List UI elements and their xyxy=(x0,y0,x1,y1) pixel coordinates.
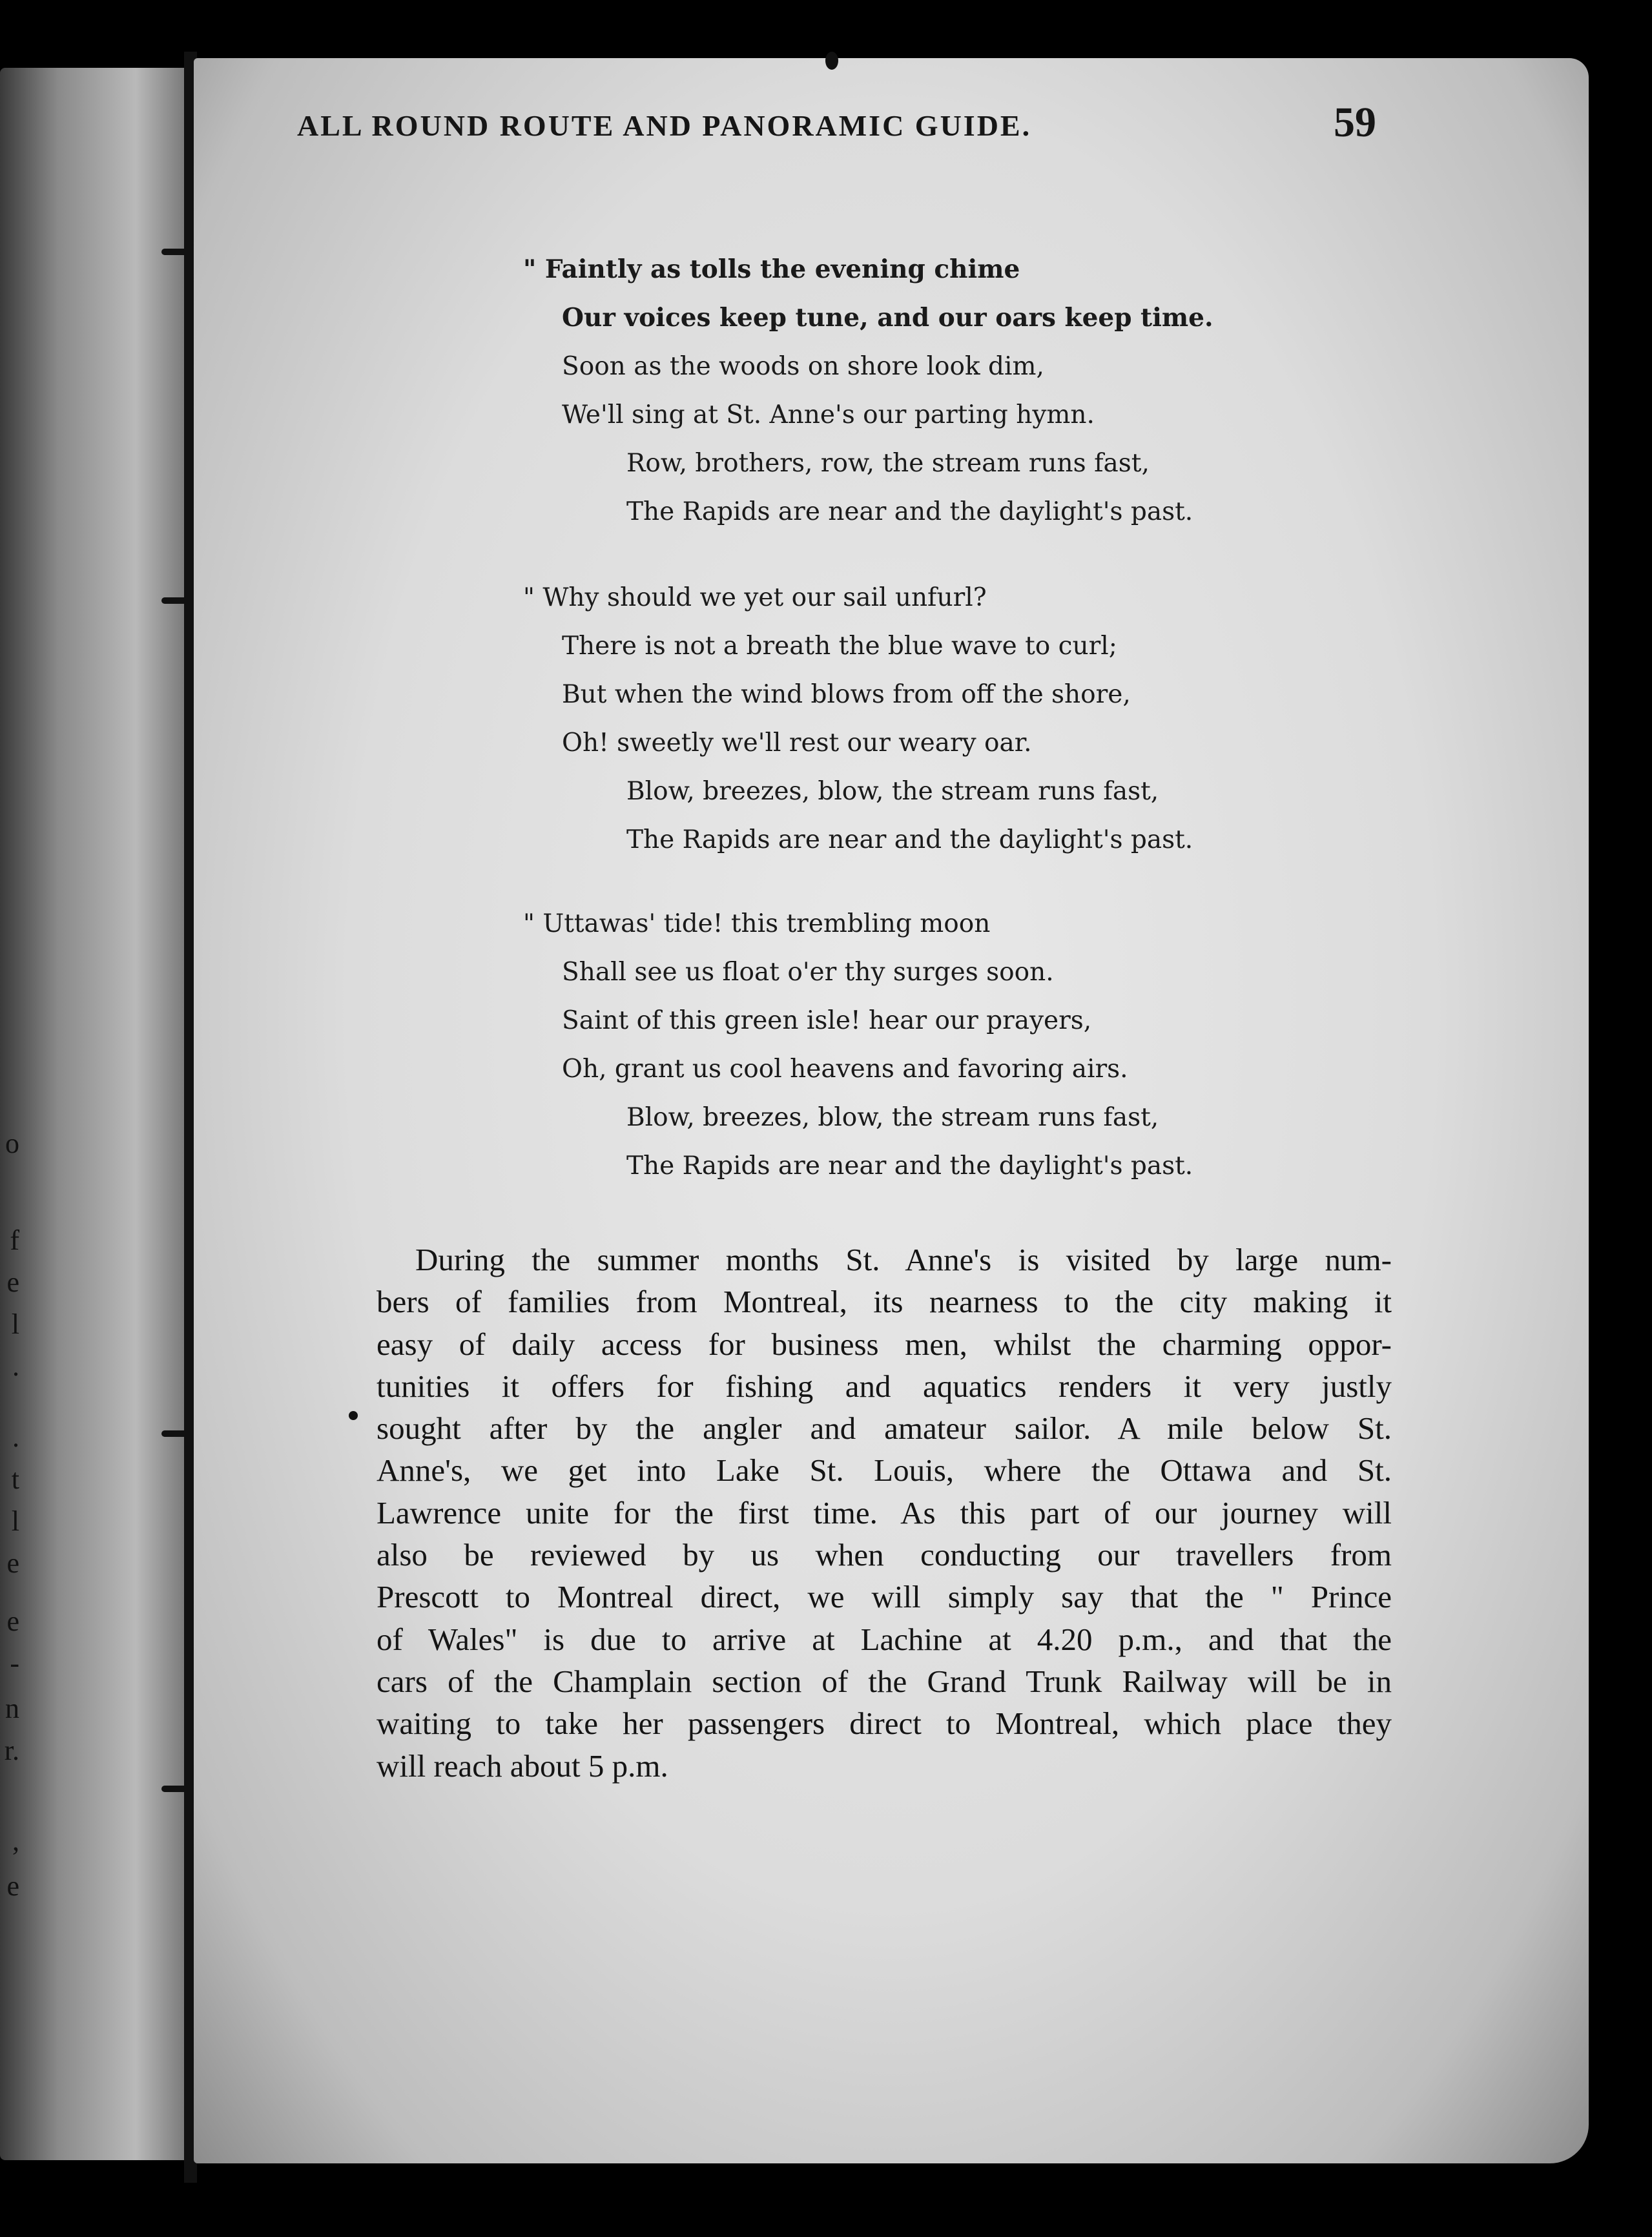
prose-line: will reach about 5 p.m. xyxy=(377,1747,668,1784)
prose-line: tunities it offers for fishing and aquatics renders it very justly xyxy=(377,1368,1392,1404)
prose-line: of Wales" is due to arrive at Lachine at 4.20 p.m., and that the xyxy=(377,1621,1392,1657)
poem-line: Shall see us float o'er thy surges soon. xyxy=(562,958,1054,987)
poem-stanza-1 xyxy=(375,245,1343,536)
poem-line: " Uttawas' tide! this trembling moon xyxy=(523,909,991,938)
poem-line: But when the wind blows from off the shore, xyxy=(562,680,1131,709)
facing-page-fragment: e xyxy=(6,1870,19,1902)
scan-blemish xyxy=(825,52,838,70)
prose-paragraph xyxy=(377,1239,1392,1787)
scan-blemish xyxy=(349,1411,358,1420)
facing-page-fragment: e xyxy=(6,1605,19,1637)
poem-refrain-line: The Rapids are near and the daylight's past. xyxy=(626,825,1193,854)
facing-page-fragment: - xyxy=(10,1647,19,1679)
prose-line: cars of the Champlain section of the Grand Trunk Railway will be in xyxy=(377,1663,1392,1699)
prose-line: easy of daily access for business men, whilst the charming oppor- xyxy=(377,1326,1392,1362)
poem-stanza-2 xyxy=(375,573,1343,864)
prose-line: bers of families from Montreal, its nearness to the city making it xyxy=(377,1284,1392,1320)
prose-line: also be reviewed by us when conducting our travellers from xyxy=(377,1537,1392,1573)
facing-page-fragment: t xyxy=(11,1463,19,1495)
poem-refrain-line: The Rapids are near and the daylight's past. xyxy=(626,1151,1193,1180)
prose-line: During the summer months St. Anne's is visited by large num- xyxy=(415,1242,1392,1277)
facing-page-fragment: e xyxy=(6,1266,19,1298)
facing-page-fragment: o xyxy=(5,1128,19,1159)
poem-line: " Why should we yet our sail unfurl? xyxy=(523,583,987,612)
facing-page-fragment: , xyxy=(12,1825,19,1857)
poem-stanza-3 xyxy=(375,900,1343,1190)
poem-refrain-line: The Rapids are near and the daylight's past. xyxy=(626,497,1193,526)
prose-line: Lawrence unite for the first time. As this part of our journey will xyxy=(377,1494,1392,1531)
facing-page-fragment: n xyxy=(5,1693,19,1724)
facing-page-fragments xyxy=(0,68,19,2160)
facing-page-fragment: e xyxy=(6,1547,19,1579)
prose-line: Anne's, we get into Lake St. Louis, where the Ottawa and St. xyxy=(377,1452,1392,1489)
prose-line: sought after by the angler and amateur sailor. A mile below St. xyxy=(377,1410,1392,1447)
poem-line: Oh! sweetly we'll rest our weary oar. xyxy=(562,728,1032,758)
facing-page-fragment: . xyxy=(12,1350,19,1382)
poem-line: We'll sing at St. Anne's our parting hymn. xyxy=(562,400,1095,429)
poem-line: Soon as the woods on shore look dim, xyxy=(562,352,1044,381)
poem-line: There is not a breath the blue wave to curl; xyxy=(562,632,1117,661)
running-header: ALL ROUND ROUTE AND PANORAMIC GUIDE. xyxy=(297,109,1032,142)
page-number: 59 xyxy=(1334,99,1376,146)
poem-line: Our voices keep tune, and our oars keep time. xyxy=(562,303,1213,333)
facing-page-edge xyxy=(0,68,194,2160)
poem-line: " Faintly as tolls the evening chime xyxy=(523,254,1020,284)
poem-refrain-line: Row, brothers, row, the stream runs fast, xyxy=(626,449,1150,478)
facing-page-fragment: l xyxy=(11,1308,19,1340)
prose-line: waiting to take her passengers direct to Montreal, which place they xyxy=(377,1706,1392,1742)
facing-page-fragment: f xyxy=(10,1224,19,1256)
prose-line: Prescott to Montreal direct, we will simply say that the " Prince xyxy=(377,1579,1392,1615)
facing-page-fragment: . xyxy=(12,1421,19,1453)
poem-refrain-line: Blow, breezes, blow, the stream runs fast, xyxy=(626,777,1159,806)
poem-line: Saint of this green isle! hear our prayers, xyxy=(562,1006,1092,1035)
poem-refrain-line: Blow, breezes, blow, the stream runs fast, xyxy=(626,1103,1159,1132)
facing-page-fragment: l xyxy=(11,1505,19,1537)
poem-line: Oh, grant us cool heavens and favoring airs. xyxy=(562,1055,1128,1084)
facing-page-fragment: r. xyxy=(4,1735,19,1766)
